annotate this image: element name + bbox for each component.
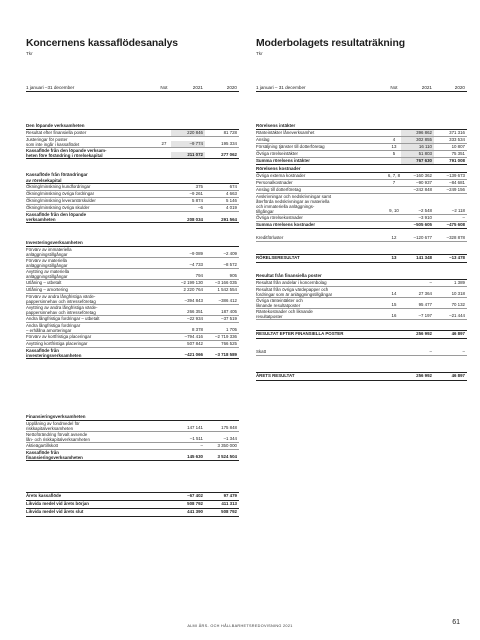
table-row xyxy=(256,187,467,194)
footer-text: ALMI ÅRS- OCH HÅLLBARHETSREDOVISNING 2021 xyxy=(187,624,293,628)
section-heading: Kassaflöde från förändringar av rörelsekapital xyxy=(26,172,239,184)
period-label: 1 januari – 31 december xyxy=(256,85,306,90)
row-label: Förvärv av materiella anläggningstillgångar xyxy=(26,257,68,268)
value-2020: 1 389 xyxy=(454,279,465,285)
row-label: Kassaflöde från investeringsverksamheten xyxy=(26,347,82,358)
note-ref xyxy=(387,158,401,164)
table-row xyxy=(26,421,239,432)
note-header: Not xyxy=(160,85,168,90)
total-row xyxy=(26,509,239,517)
note-ref xyxy=(157,341,171,347)
value-2021: 8 378 xyxy=(192,327,203,333)
table-row xyxy=(256,309,467,320)
value-2020: –328 878 xyxy=(446,235,465,240)
value-2020: 4 663 xyxy=(226,191,237,196)
row-label: Kassaflöde från den löpande verksam- heten före förändring i rörelsekapital xyxy=(26,147,107,158)
row-label: Övriga rörelsekostnader xyxy=(256,214,303,220)
row-label: Upplåning av fondmedel för riskkapitalverksamheten xyxy=(26,420,80,431)
row-label: Avyttring av andra långfristiga värde- pappersinnehav och intresseföretag xyxy=(26,304,98,315)
note-ref xyxy=(157,198,171,204)
section-block xyxy=(26,172,239,223)
row-label: Nettoförändring förvalt avsende lån- och riskkapitalverksamheten xyxy=(26,431,90,442)
value-2021: –794 416 xyxy=(184,333,203,339)
note-ref: 6, 7, 8 xyxy=(387,172,401,178)
value-2021: 27 364 xyxy=(418,291,432,297)
table-row xyxy=(256,180,467,187)
section-heading: Rörelsens kostnader xyxy=(256,166,467,173)
value-2021: 220 846 xyxy=(171,130,205,136)
note-ref xyxy=(157,287,171,293)
row-label: RESULTAT EFTER FINANSIELLA POSTER xyxy=(256,331,344,336)
row-label: Ränteintäkter låneverksamhet xyxy=(256,129,315,135)
value-2020: 277 062 xyxy=(221,152,237,158)
note-ref: 7 xyxy=(392,179,396,185)
row-label: Förvärv av kortfristiga placeringar xyxy=(26,333,92,339)
value-2020: –2 118 xyxy=(451,208,465,214)
unit-label-right: Tkr xyxy=(256,51,263,56)
value-2020: –139 673 xyxy=(446,172,465,178)
value-2020: 4 019 xyxy=(226,205,237,210)
value-2021: 396 862 xyxy=(401,130,434,136)
note-ref xyxy=(157,316,171,322)
total-row xyxy=(26,492,239,501)
table-row xyxy=(256,151,467,158)
row-label: ÅRETS RESULTAT xyxy=(256,373,295,378)
row-label: Övriga ränteintäkter och liknande resultatposter xyxy=(256,297,303,308)
value-2020: 674 xyxy=(229,184,237,189)
note-ref xyxy=(157,130,171,136)
table-row xyxy=(26,341,239,348)
year-2021-header: 2021 xyxy=(421,85,432,90)
table-row xyxy=(26,198,239,205)
value-2020: –2 409 xyxy=(223,251,237,257)
value-2021: –9 089 xyxy=(189,251,203,257)
value-2020: –249 156 xyxy=(446,186,465,192)
period-label: 1 januari –31 december xyxy=(26,85,75,90)
note-ref: 4 xyxy=(392,136,396,142)
note-ref xyxy=(157,334,171,340)
table-row xyxy=(26,443,239,450)
value-2021: –505 605 xyxy=(413,221,432,227)
note-ref xyxy=(157,509,171,516)
value-2020: 10 318 xyxy=(451,291,465,297)
total-row xyxy=(26,148,239,159)
value-2020: 291 564 xyxy=(221,216,237,222)
table-row xyxy=(256,215,467,222)
table-row xyxy=(26,191,239,198)
value-2020: 10 807 xyxy=(451,143,465,149)
value-2021: 507 842 xyxy=(187,340,203,346)
value-2020: 371 316 xyxy=(449,129,465,135)
value-2020: 508 792 xyxy=(221,509,237,514)
value-2020: –21 444 xyxy=(449,313,465,319)
section-heading: Finansieringsverksamheten xyxy=(26,414,239,421)
section-block xyxy=(26,240,239,359)
value-2021: –7 197 xyxy=(418,313,432,319)
column-header-left xyxy=(26,84,239,92)
value-2020: 46 897 xyxy=(451,373,465,378)
note-header: Not xyxy=(390,85,398,90)
section-block xyxy=(256,273,467,320)
row-label: Övriga rörelseintäkter xyxy=(256,150,298,156)
note-ref: 13 xyxy=(391,143,397,149)
value-2021: 51 803 xyxy=(401,151,434,157)
value-2020: 1 705 xyxy=(226,327,237,333)
value-2020: 3 524 504 xyxy=(217,454,237,460)
value-2020: –13 478 xyxy=(449,255,465,260)
section-block xyxy=(26,414,239,461)
row-label: Utlåning – amortering xyxy=(26,286,68,292)
value-2020: 333 534 xyxy=(449,136,465,142)
section-block xyxy=(256,123,467,165)
table-row xyxy=(256,349,467,356)
value-2020: 905 xyxy=(229,273,237,279)
note-ref: 14 xyxy=(391,291,397,297)
value-2020: 187 405 xyxy=(221,309,237,315)
table-row xyxy=(26,130,239,137)
value-2020: 81 728 xyxy=(223,129,237,135)
table-row xyxy=(256,235,467,242)
value-2020: 195 334 xyxy=(221,141,237,147)
section-block xyxy=(256,330,467,339)
value-2021: –1 511 xyxy=(189,436,203,442)
year-2020-header: 2020 xyxy=(454,85,465,90)
value-2021: 147 141 xyxy=(187,425,203,431)
total-row xyxy=(256,372,467,381)
row-label: Resultat efter finansiella poster xyxy=(26,129,87,135)
row-label: Likvida medel vid årets början xyxy=(26,501,89,506)
value-2021: –421 066 xyxy=(184,352,203,358)
section-block xyxy=(256,166,467,229)
value-2021: –9 774 xyxy=(171,141,205,146)
total-row xyxy=(256,158,467,165)
note-ref xyxy=(387,187,401,193)
table-row xyxy=(26,432,239,443)
value-2021: 266 351 xyxy=(187,309,203,315)
value-2020: 97 479 xyxy=(223,493,237,498)
row-label: Andra långfristiga fordringar – utbetalt xyxy=(26,315,100,321)
row-label: Utlåning – utbetalt xyxy=(26,279,62,285)
note-ref xyxy=(387,349,401,355)
row-label: Likvida medel vid årets slut xyxy=(26,509,84,514)
row-label: Avyttring av materiella anläggningstillgångar xyxy=(26,268,70,279)
value-2021: 256 992 xyxy=(416,331,432,336)
row-label: Försäljning tjänster till dotterföretag xyxy=(256,143,325,149)
note-ref xyxy=(157,184,171,190)
value-2020: 5 146 xyxy=(226,198,237,203)
row-label: Resultat från övriga värdepapper och fordringar som är anläggningstillgångar xyxy=(256,286,333,297)
value-2021: – xyxy=(429,279,432,285)
value-2020: –475 608 xyxy=(446,221,465,227)
value-2020: 411 313 xyxy=(221,501,237,506)
row-label: RÖRELSERESULTAT xyxy=(256,255,300,260)
note-ref: 13 xyxy=(391,255,397,260)
row-label: Andra långfristiga fordringar – erhållna amorteringar xyxy=(26,322,81,333)
note-ref xyxy=(387,331,401,338)
row-label: Ökning/minskning leverantörskulder xyxy=(26,198,96,203)
value-2020: –2 719 336 xyxy=(215,333,237,339)
table-row xyxy=(256,130,467,137)
table-row xyxy=(26,269,239,280)
row-label: Övriga externa kostnader xyxy=(256,172,306,178)
value-2020: –3 166 035 xyxy=(215,279,237,285)
note-ref: 9, 10 xyxy=(389,208,399,214)
value-2021: –90 937 xyxy=(416,179,432,185)
value-2021: –160 362 xyxy=(413,172,432,178)
note-ref xyxy=(157,493,171,500)
cash-flow-statement xyxy=(26,38,239,514)
total-row xyxy=(256,254,467,263)
value-2020: 766 525 xyxy=(221,340,237,346)
value-2020: –84 681 xyxy=(449,179,465,185)
section-block xyxy=(256,372,467,381)
value-2021: 767 630 xyxy=(401,158,434,164)
value-2021: –394 843 xyxy=(184,298,203,304)
note-ref xyxy=(387,222,401,228)
note-ref xyxy=(157,205,171,211)
table-row xyxy=(256,173,467,180)
total-row xyxy=(26,212,239,223)
table-row xyxy=(26,316,239,323)
table-row xyxy=(26,323,239,334)
table-row xyxy=(26,137,239,148)
row-label: Årets kassaflöde xyxy=(26,493,62,498)
table-row xyxy=(256,280,467,287)
row-label: Förvärv av andra långfristiga värde- pappersinnehav och intresseföretag xyxy=(26,293,96,304)
row-label: Avyttring kortfristiga placeringar xyxy=(26,340,88,346)
value-2021: 375 xyxy=(195,184,203,189)
table-row xyxy=(26,294,239,305)
column-header-right xyxy=(256,84,467,92)
value-2020: 70 132 xyxy=(451,302,465,308)
row-label: Kassaflöde från finansieringsverksamheten xyxy=(26,449,83,460)
row-label: Summa rörelsens intäkter xyxy=(256,157,310,163)
row-label: Anslag xyxy=(256,136,270,142)
note-ref: 16 xyxy=(391,313,397,319)
year-2020-header: 2020 xyxy=(226,85,237,90)
section-heading: Resultat från finansiella poster xyxy=(256,273,467,280)
value-2020: 791 008 xyxy=(449,157,465,163)
value-2020: –1 344 xyxy=(223,436,237,442)
value-2021: 211 072 xyxy=(171,152,205,157)
note-ref xyxy=(157,191,171,197)
value-2021: – xyxy=(429,349,432,354)
value-2021: –2 548 xyxy=(418,208,432,214)
value-2021: –3 910 xyxy=(418,214,432,220)
value-2021: –6 xyxy=(198,205,203,210)
row-label: Förvärv av immateriella anläggningstillgångar xyxy=(26,246,72,257)
note-ref: 27 xyxy=(161,141,167,147)
note-ref xyxy=(157,280,171,286)
value-2020: – xyxy=(462,349,465,354)
page-number: 61 xyxy=(452,619,460,626)
section-heading: Den löpande verksamheten xyxy=(26,123,239,130)
value-2021: 441 390 xyxy=(187,509,203,514)
value-2020: 175 848 xyxy=(221,425,237,431)
value-2020: 1 542 554 xyxy=(217,286,237,292)
table-row xyxy=(26,184,239,191)
table-row xyxy=(26,287,239,294)
page-title-left: Koncernens kassaflödesanalys xyxy=(26,38,178,49)
row-label: Kassaflöde från den löpande verksamheten xyxy=(26,212,87,222)
value-2021: –9 261 xyxy=(189,191,203,196)
value-2021: –120 677 xyxy=(413,235,432,240)
note-ref: 15 xyxy=(391,302,397,308)
value-2021: –67 402 xyxy=(187,493,203,498)
value-2021: 5 874 xyxy=(192,198,203,203)
note-ref xyxy=(387,215,401,221)
table-row xyxy=(26,334,239,341)
table-row xyxy=(256,298,467,309)
table-row xyxy=(256,137,467,144)
value-2020: –3 718 589 xyxy=(215,352,237,358)
value-2021: 794 xyxy=(195,273,203,279)
section-heading: Rörelsens intäkter xyxy=(256,123,467,130)
value-2021: 208 034 xyxy=(187,216,203,222)
section-block xyxy=(26,492,239,517)
value-2021: 16 110 xyxy=(401,144,434,150)
note-ref: 12 xyxy=(391,235,397,240)
table-row xyxy=(256,194,467,215)
table-row xyxy=(26,305,239,316)
note-ref xyxy=(387,280,401,286)
section-block xyxy=(256,235,467,242)
value-2020: – xyxy=(462,214,465,220)
note-ref: 5 xyxy=(392,150,396,156)
page-title-right: Moderbolagets resultaträkning xyxy=(256,38,405,49)
note-ref xyxy=(387,130,401,136)
row-label: Anslag till dotterföretag xyxy=(256,186,301,192)
row-label: Ökning/minskning övriga skulder xyxy=(26,205,90,210)
unit-label-left: Tkr xyxy=(26,51,33,56)
table-row xyxy=(26,205,239,212)
row-label: Aktieägartillskott xyxy=(26,442,58,448)
table-row xyxy=(256,287,467,298)
value-2021: 302 855 xyxy=(401,137,434,143)
value-2020: –386 412 xyxy=(218,298,237,304)
table-row xyxy=(256,144,467,151)
row-label: Ökning/minskning övriga fordringar xyxy=(26,191,95,196)
value-2021: –22 934 xyxy=(187,315,203,321)
value-2020: –37 519 xyxy=(221,315,237,321)
value-2021: 508 792 xyxy=(187,501,203,506)
value-2021: 141 348 xyxy=(416,255,432,260)
table-row xyxy=(26,258,239,269)
section-block xyxy=(256,349,467,356)
value-2020: 46 897 xyxy=(451,331,465,336)
value-2021: 256 992 xyxy=(416,373,432,378)
row-label: Summa rörelsens kostnader xyxy=(256,221,316,227)
value-2021: – xyxy=(200,442,203,448)
note-ref xyxy=(157,443,171,449)
income-statement xyxy=(256,38,467,378)
value-2020: –8 572 xyxy=(223,262,237,268)
value-2020: 75 351 xyxy=(451,150,465,156)
row-label: Räntekostnader och liknande resultatposter xyxy=(256,308,313,319)
row-label: Kreditförluster xyxy=(256,235,284,240)
value-2020: 3 350 000 xyxy=(217,442,237,448)
value-2021: –2 199 130 xyxy=(181,279,203,285)
total-row xyxy=(26,348,239,359)
value-2021: –4 733 xyxy=(189,262,203,268)
row-label: Personalkostnader xyxy=(256,179,293,185)
value-2021: –242 848 xyxy=(413,186,432,192)
row-label: Resultat från andelar i koncernbolag xyxy=(256,279,327,285)
value-2021: 145 630 xyxy=(187,454,203,460)
value-2021: 2 220 764 xyxy=(183,286,203,292)
total-row xyxy=(256,330,467,339)
note-ref xyxy=(387,373,401,380)
note-ref xyxy=(157,501,171,508)
value-2021: 95 477 xyxy=(418,302,432,308)
row-label: Skatt xyxy=(256,349,267,354)
row-label: Justeringar för poster som inte ingår i kassaflödet xyxy=(26,136,80,147)
total-row xyxy=(26,450,239,461)
year-2021-header: 2021 xyxy=(192,85,203,90)
total-row xyxy=(256,222,467,229)
section-heading: Investeringsverksamheten xyxy=(26,240,239,247)
table-row xyxy=(26,280,239,287)
total-row xyxy=(26,501,239,509)
section-block xyxy=(256,254,467,263)
table-row xyxy=(26,247,239,258)
section-block xyxy=(26,123,239,159)
row-label: Avskrivningar och nedskrivningar samt återförda nedskrivningar av materiella och immateriella anläggnings- tillgångar xyxy=(256,193,332,214)
row-label: Ökning/minskning kundfordringar xyxy=(26,184,91,189)
